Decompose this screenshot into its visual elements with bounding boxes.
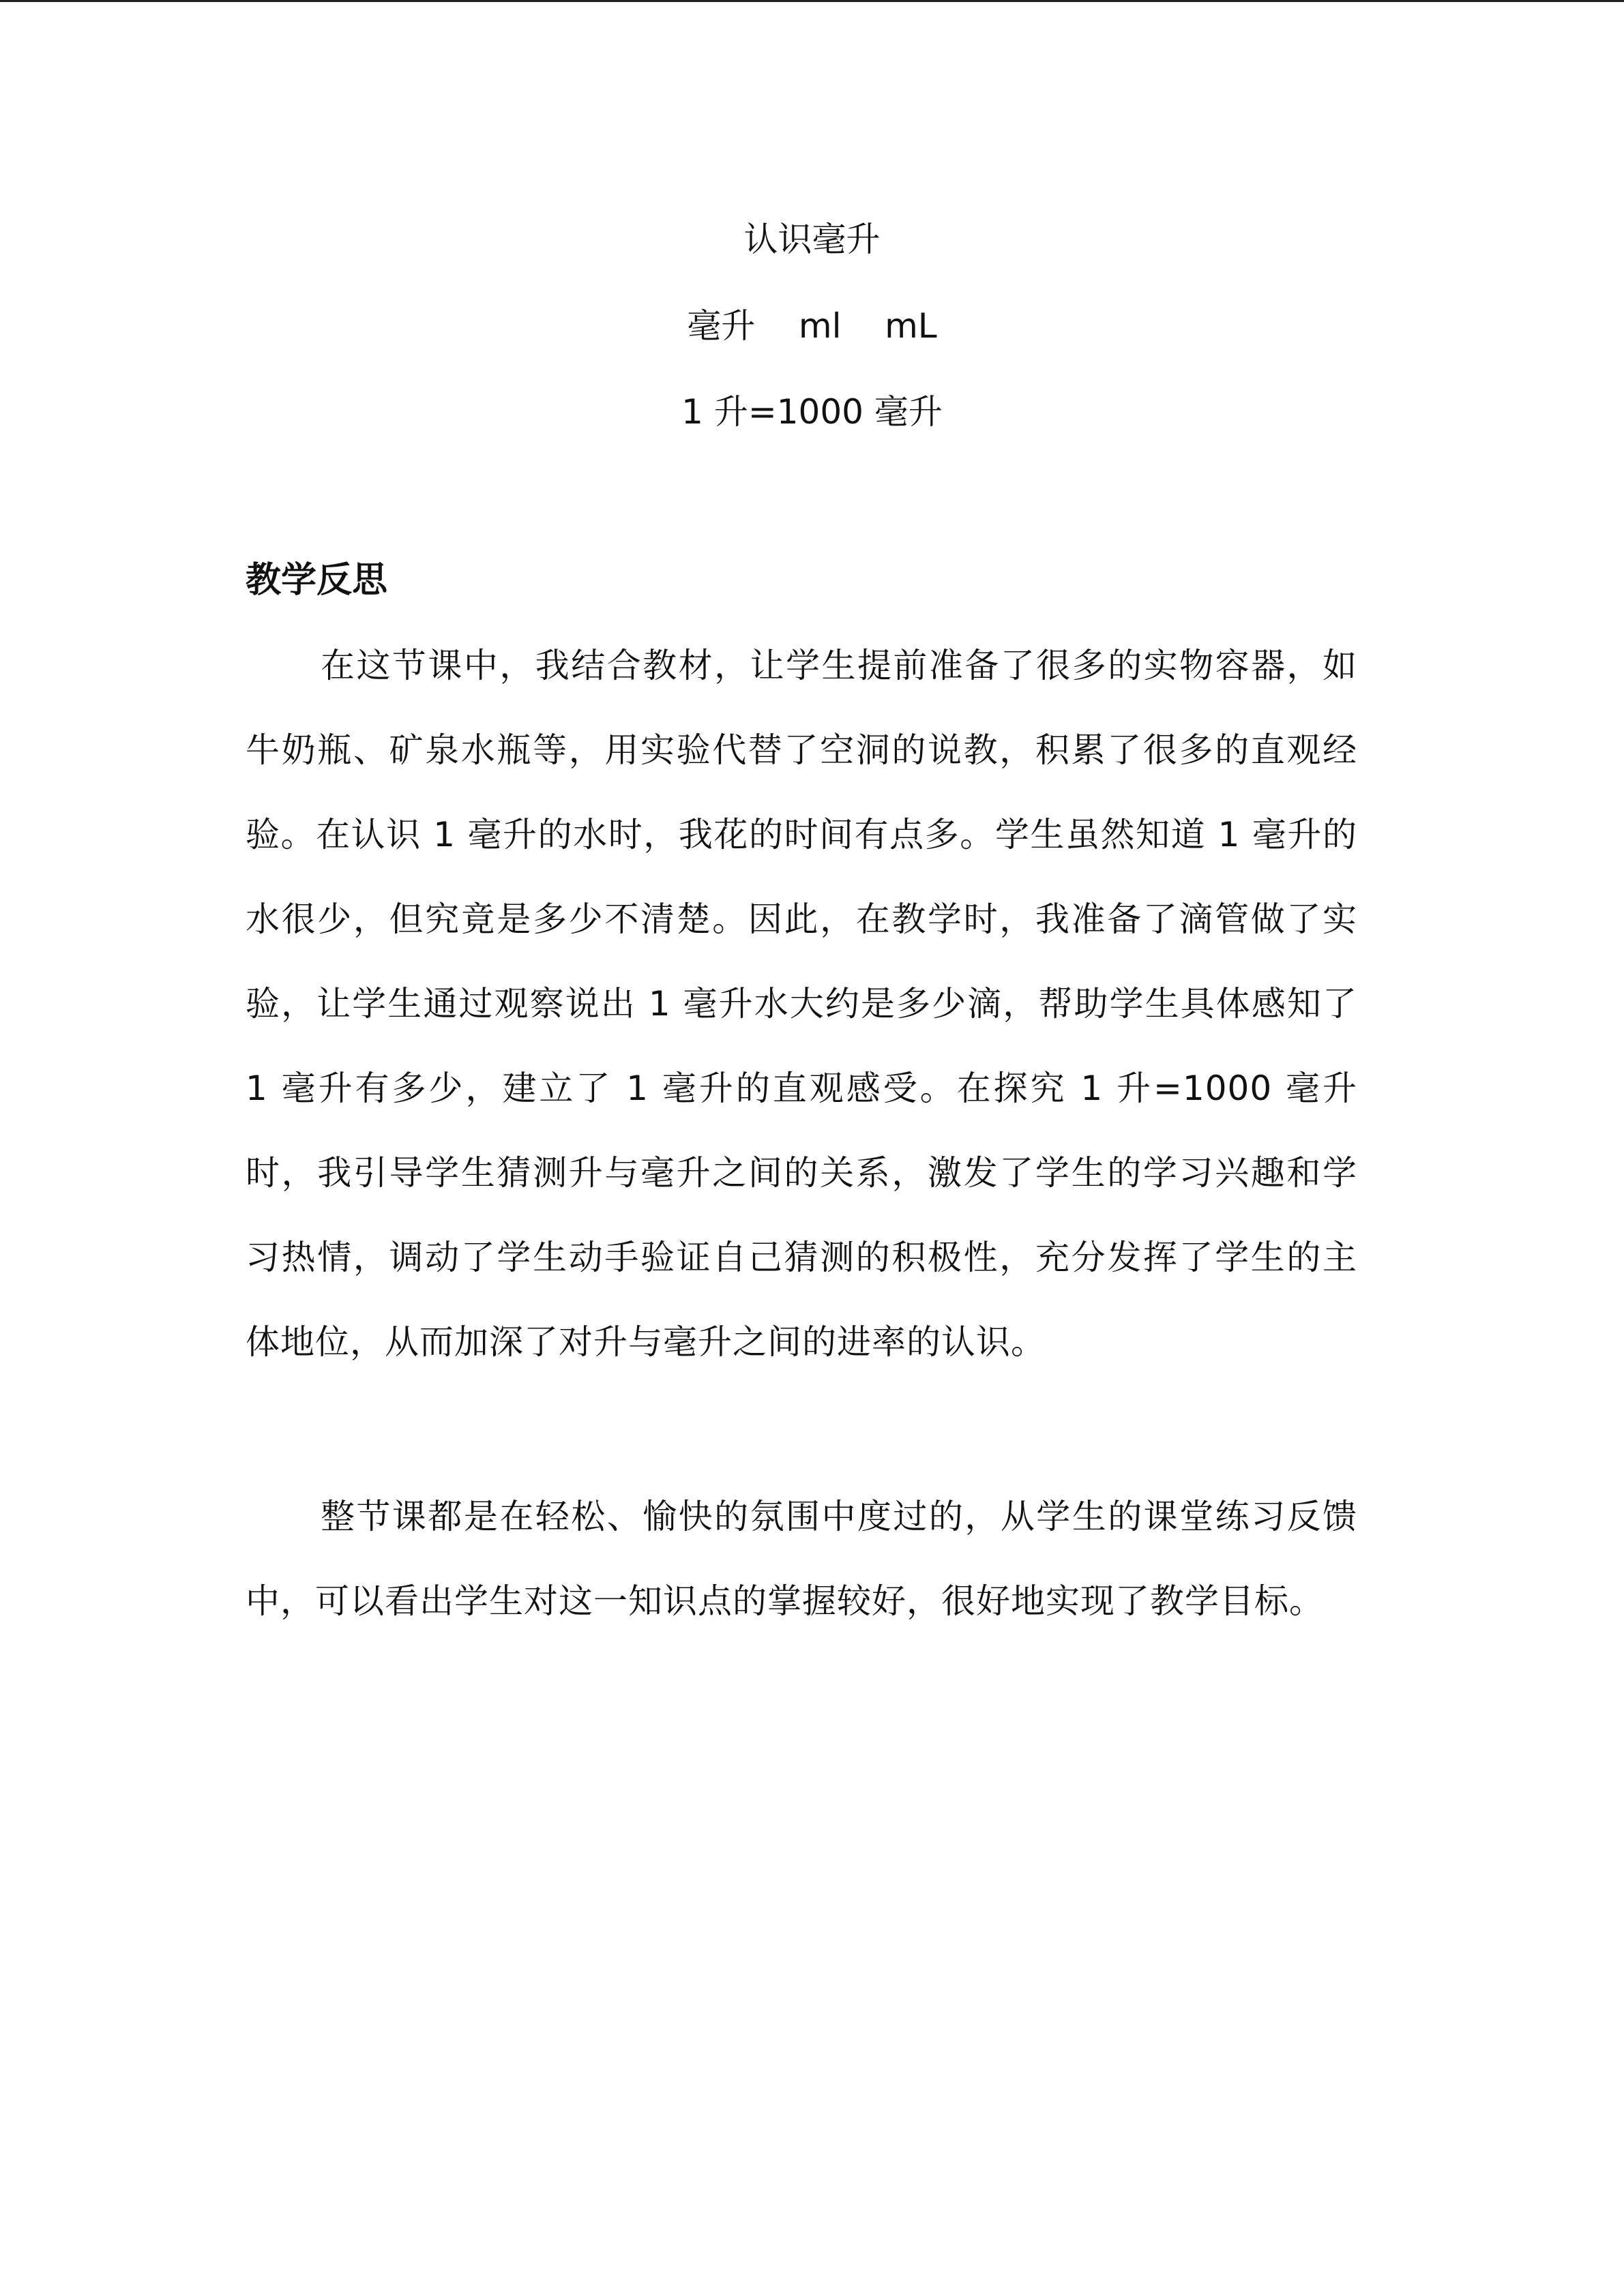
reflection-paragraph-1: 在这节课中，我结合教材，让学生提前准备了很多的实物容器，如牛奶瓶、矿泉水瓶等，用实验代替了空洞的说教，积累了很多的直观经验。在认识 1 毫升的水时，我花的时间有点多。学生虽然知道 1 毫升的水很少，但究竟是多少不清楚。因此，在教学时，我准备了滴管做了实验，让学生通过观察说出 1 毫升水大约是多少滴，帮助学生具体感知了 1 毫升有多少，建立了 1 毫升的直观感受。在探究 1 升=1000 毫升时，我引导学生猜测升与毫升之间的关系，激发了学生的学习兴趣和学习热情，调动了学生动手验证自己猜测的积极性，充分发挥了学生的主体地位，从而加深了对升与毫升之间的进率的认识。 — [246, 646, 1357, 1362]
reflection-heading: 教学反思 — [246, 560, 388, 601]
unit-conversion-line: 1 升=1000 毫升 — [681, 392, 943, 432]
reflection-paragraph-2: 整节课都是在轻松、愉快的氛围中度过的，从学生的课堂练习反馈中，可以看出学生对这一知识点的掌握较好，很好地实现了教学目标。 — [246, 1497, 1357, 1621]
page-title: 认识毫升 — [743, 220, 881, 259]
unit-notation-line: 毫升 ml mL — [687, 306, 937, 346]
